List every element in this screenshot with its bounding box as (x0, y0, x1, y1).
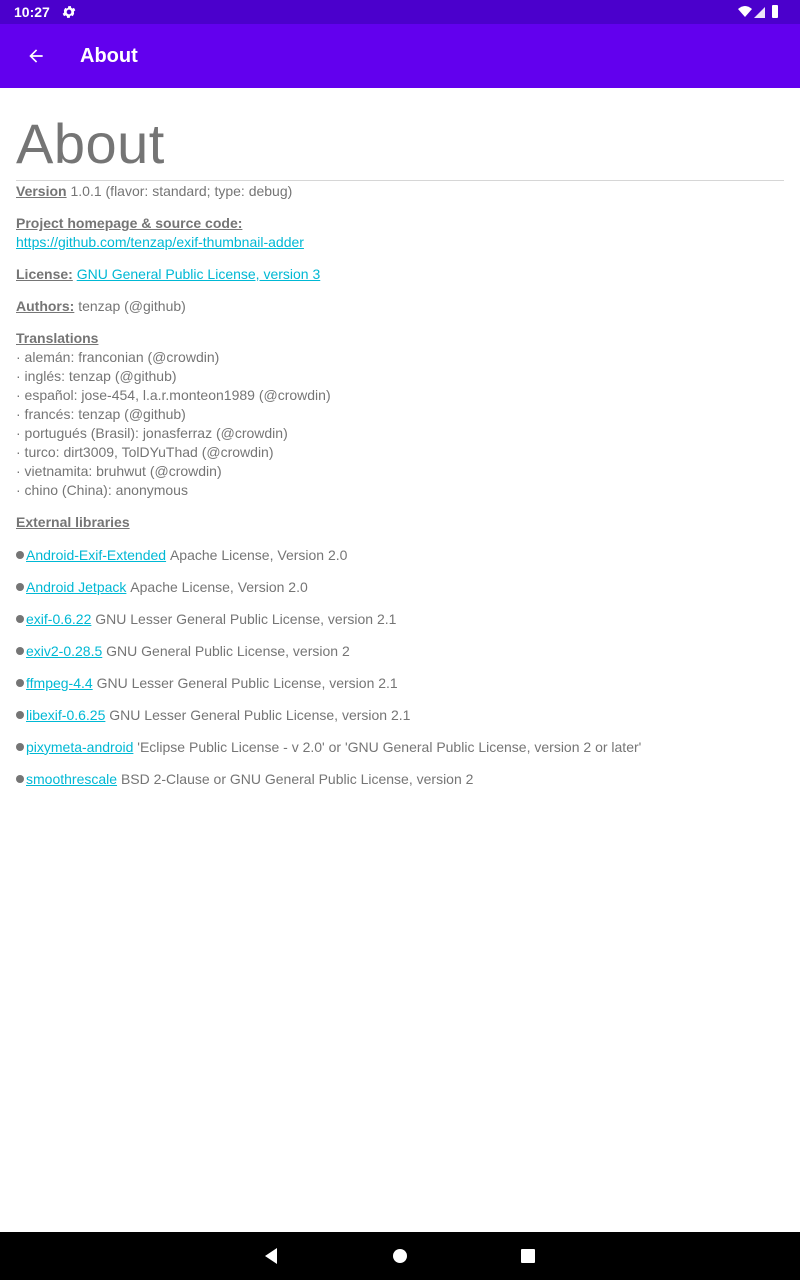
bullet-icon (16, 679, 24, 687)
library-license: Apache License, Version 2.0 (169, 546, 348, 563)
translation-item: · inglés: tenzap (@github) (16, 368, 177, 384)
library-link[interactable]: ffmpeg-4.4 (26, 674, 93, 691)
navigation-bar (0, 1232, 800, 1280)
translations-label: Translations (16, 330, 99, 346)
library-license: GNU General Public License, version 2 (106, 642, 350, 659)
library-row (16, 571, 784, 603)
libraries-section (16, 513, 784, 795)
translation-item: · portugués (Brasil): jonasferraz (@crowdin) (16, 425, 288, 441)
library-license: 'Eclipse Public License - v 2.0' or 'GNU General Public License, version 2 or later' (137, 738, 642, 755)
library-row (16, 699, 784, 731)
bullet-icon (16, 583, 24, 591)
library-link[interactable]: pixymeta-android (26, 738, 134, 755)
about-content (16, 88, 784, 795)
homepage-section (16, 214, 784, 252)
library-link[interactable]: Android Jetpack (26, 578, 127, 595)
translation-item: · vietnamita: bruhwut (@crowdin) (16, 463, 222, 479)
wifi-icon (738, 6, 752, 17)
library-license: GNU Lesser General Public License, version 2.1 (95, 610, 397, 627)
library-link[interactable]: libexif-0.6.25 (26, 706, 106, 723)
divider (16, 180, 784, 181)
bullet-icon (16, 647, 24, 655)
translation-item: · español: jose-454, l.a.r.monteon1989 (@crowdin) (16, 387, 331, 403)
page-title: About (16, 112, 165, 175)
library-link[interactable]: smoothrescale (26, 770, 118, 787)
library-license: BSD 2-Clause or GNU General Public License, version 2 (120, 770, 474, 787)
license-label: License: (16, 266, 73, 282)
back-button[interactable] (16, 36, 56, 76)
version-value: 1.0.1 (flavor: standard; type: debug) (70, 183, 293, 199)
library-row (16, 603, 784, 635)
homepage-link[interactable]: https://github.com/tenzap/exif-thumbnail-adder (16, 234, 304, 250)
library-row (16, 539, 784, 571)
library-license: GNU Lesser General Public License, version 2.1 (96, 674, 398, 691)
bullet-icon (16, 711, 24, 719)
cell-signal-icon (754, 7, 765, 18)
settings-gear-icon (61, 4, 77, 20)
library-row (16, 763, 784, 795)
arrow-back-icon (26, 46, 46, 66)
status-time: 10:27 (14, 4, 50, 20)
bullet-icon (16, 743, 24, 751)
translation-item: · chino (China): anonymous (16, 482, 188, 498)
library-link[interactable]: Android-Exif-Extended (26, 546, 167, 563)
nav-back-icon[interactable] (259, 1244, 283, 1268)
translation-item: · alemán: franconian (@crowdin) (16, 349, 220, 365)
app-bar (0, 24, 800, 88)
translation-item: · francés: tenzap (@github) (16, 406, 186, 422)
nav-recents-icon[interactable] (516, 1244, 540, 1268)
translations-section (16, 329, 784, 500)
library-row (16, 635, 784, 667)
translation-item: · turco: dirt3009, TolDYuThad (@crowdin) (16, 444, 274, 460)
nav-home-icon[interactable] (388, 1244, 412, 1268)
bullet-icon (16, 615, 24, 623)
library-license: GNU Lesser General Public License, version 2.1 (109, 706, 411, 723)
authors-label: Authors: (16, 298, 75, 314)
bullet-icon (16, 551, 24, 559)
bullet-icon (16, 775, 24, 783)
homepage-label: Project homepage & source code: (16, 215, 243, 231)
library-link[interactable]: exif-0.6.22 (26, 610, 92, 627)
status-bar (0, 0, 800, 24)
library-license: Apache License, Version 2.0 (130, 578, 308, 595)
battery-icon (772, 5, 778, 18)
library-link[interactable]: exiv2-0.28.5 (26, 642, 103, 659)
version-label: Version (16, 183, 67, 199)
libraries-label: External libraries (16, 514, 130, 530)
library-row (16, 731, 784, 763)
authors-value: tenzap (@github) (78, 298, 186, 314)
library-row (16, 667, 784, 699)
license-link[interactable]: GNU General Public License, version 3 (76, 266, 321, 282)
status-indicators (738, 4, 786, 20)
authors-section (16, 297, 784, 316)
version-section (16, 182, 784, 201)
app-bar-title: About (80, 45, 138, 67)
license-section (16, 265, 784, 284)
